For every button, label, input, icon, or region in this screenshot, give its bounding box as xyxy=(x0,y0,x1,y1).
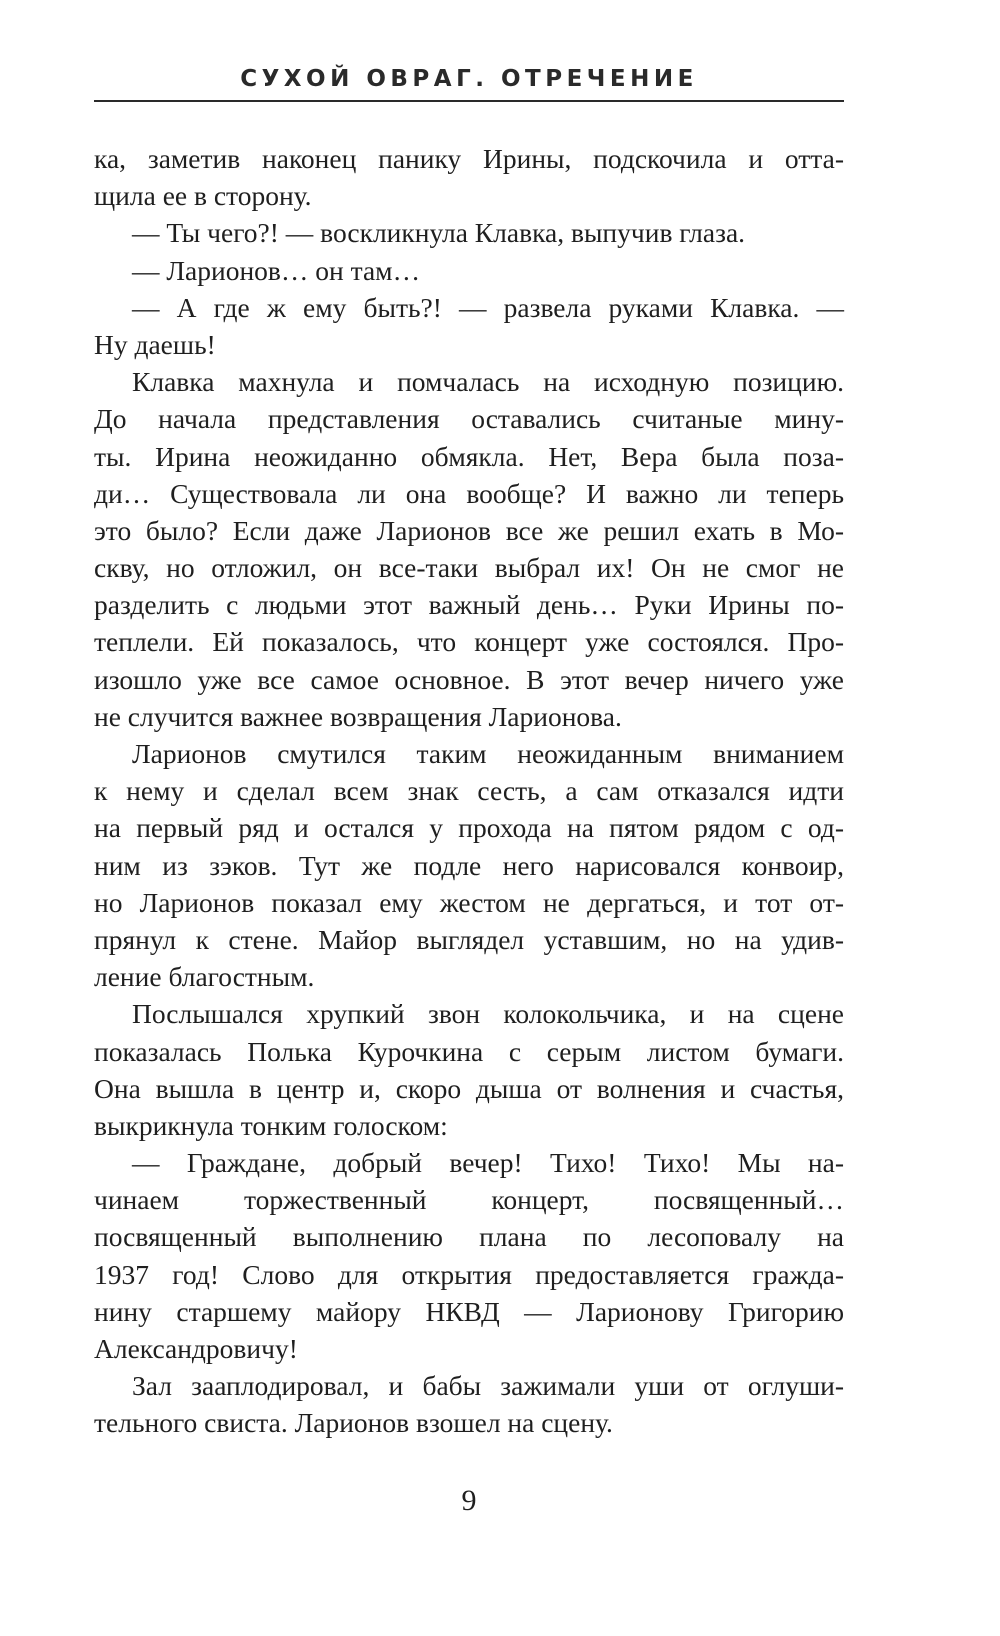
text-line: ка, заметив наконец панику Ирины, подскочила и отта- xyxy=(94,143,844,174)
text-line: разделить с людьми этот важный день… Руки Ирины по- xyxy=(94,589,844,621)
text-line: щила ее в сторону. xyxy=(94,180,312,212)
text-line: ним из зэков. Тут же подле него нарисовался конвоир, xyxy=(94,849,844,881)
text-line: скву, но отложил, он все-таки выбрал их! Он не смог не xyxy=(94,552,844,584)
text-line: изошло уже все самое основное. В этот вечер ничего уже xyxy=(94,663,844,695)
text-line: ты. Ирина неожиданно обмякла. Нет, Вера была поза- xyxy=(94,440,844,472)
text-line: нину старшему майору НКВД — Ларионову Григорию xyxy=(94,1295,844,1327)
text-line: Ну даешь! xyxy=(94,328,216,360)
text-line: Зал зааплодировал, и бабы зажимали уши от оглуши- xyxy=(132,1370,844,1402)
body-text xyxy=(94,140,844,1442)
text-line: Послышался хрупкий звон колокольчика, и на сцене xyxy=(132,998,844,1030)
text-line: Клавка махнула и помчалась на исходную позицию. xyxy=(132,366,844,398)
text-line: выкрикнула тонким голоском: xyxy=(94,1109,448,1141)
header-rule xyxy=(94,100,844,102)
text-line: это было? Если даже Ларионов все же решил ехать в Мо- xyxy=(94,514,844,546)
text-line: 1937 год! Слово для открытия предоставляется гражда- xyxy=(94,1258,844,1290)
text-line: Она вышла в центр и, скоро дыша от волнения и счастья, xyxy=(94,1072,844,1104)
text-line: — Ларионов… он там… xyxy=(132,254,421,286)
running-title: СУХОЙ ОВРАГ. ОТРЕЧЕНИЕ xyxy=(240,66,698,92)
text-line: Александровичу! xyxy=(94,1333,298,1364)
text-line: — А где ж ему быть?! — развела руками Клавка. — xyxy=(132,291,844,323)
text-line: не случится важнее возвращения Ларионова. xyxy=(94,700,622,732)
text-line: Ларионов смутился таким неожиданным вниманием xyxy=(132,738,844,769)
text-line: — Граждане, добрый вечер! Тихо! Тихо! Мы на- xyxy=(132,1147,844,1179)
page-number: 9 xyxy=(461,1484,477,1517)
text-line: ди… Существовала ли она вообще? И важно ли теперь xyxy=(94,477,844,509)
text-line: но Ларионов показал ему жестом не дергаться, и тот от- xyxy=(94,886,844,918)
text-line: к нему и сделал всем знак сесть, а сам отказался идти xyxy=(94,775,844,807)
text-line: посвященный выполнению плана по лесоповалу на xyxy=(94,1221,844,1253)
text-line: До начала представления оставались считаные мину- xyxy=(94,403,844,435)
text-line: на первый ряд и остался у прохода на пятом рядом с од- xyxy=(94,812,844,844)
text-line: — Ты чего?! — воскликнула Клавка, выпучив глаза. xyxy=(132,217,746,249)
text-line: показалась Полька Курочкина с серым листом бумаги. xyxy=(94,1035,844,1067)
text-line: тельного свиста. Ларионов взошел на сцену. xyxy=(94,1407,613,1439)
text-line: ление благостным. xyxy=(94,961,315,993)
text-line: чинаем торжественный концерт, посвященный… xyxy=(94,1184,844,1216)
text-line: теплели. Ей показалось, что концерт уже состоялся. Про- xyxy=(94,626,844,658)
text-line: прянул к стене. Майор выглядел уставшим, но на удив- xyxy=(94,923,844,955)
